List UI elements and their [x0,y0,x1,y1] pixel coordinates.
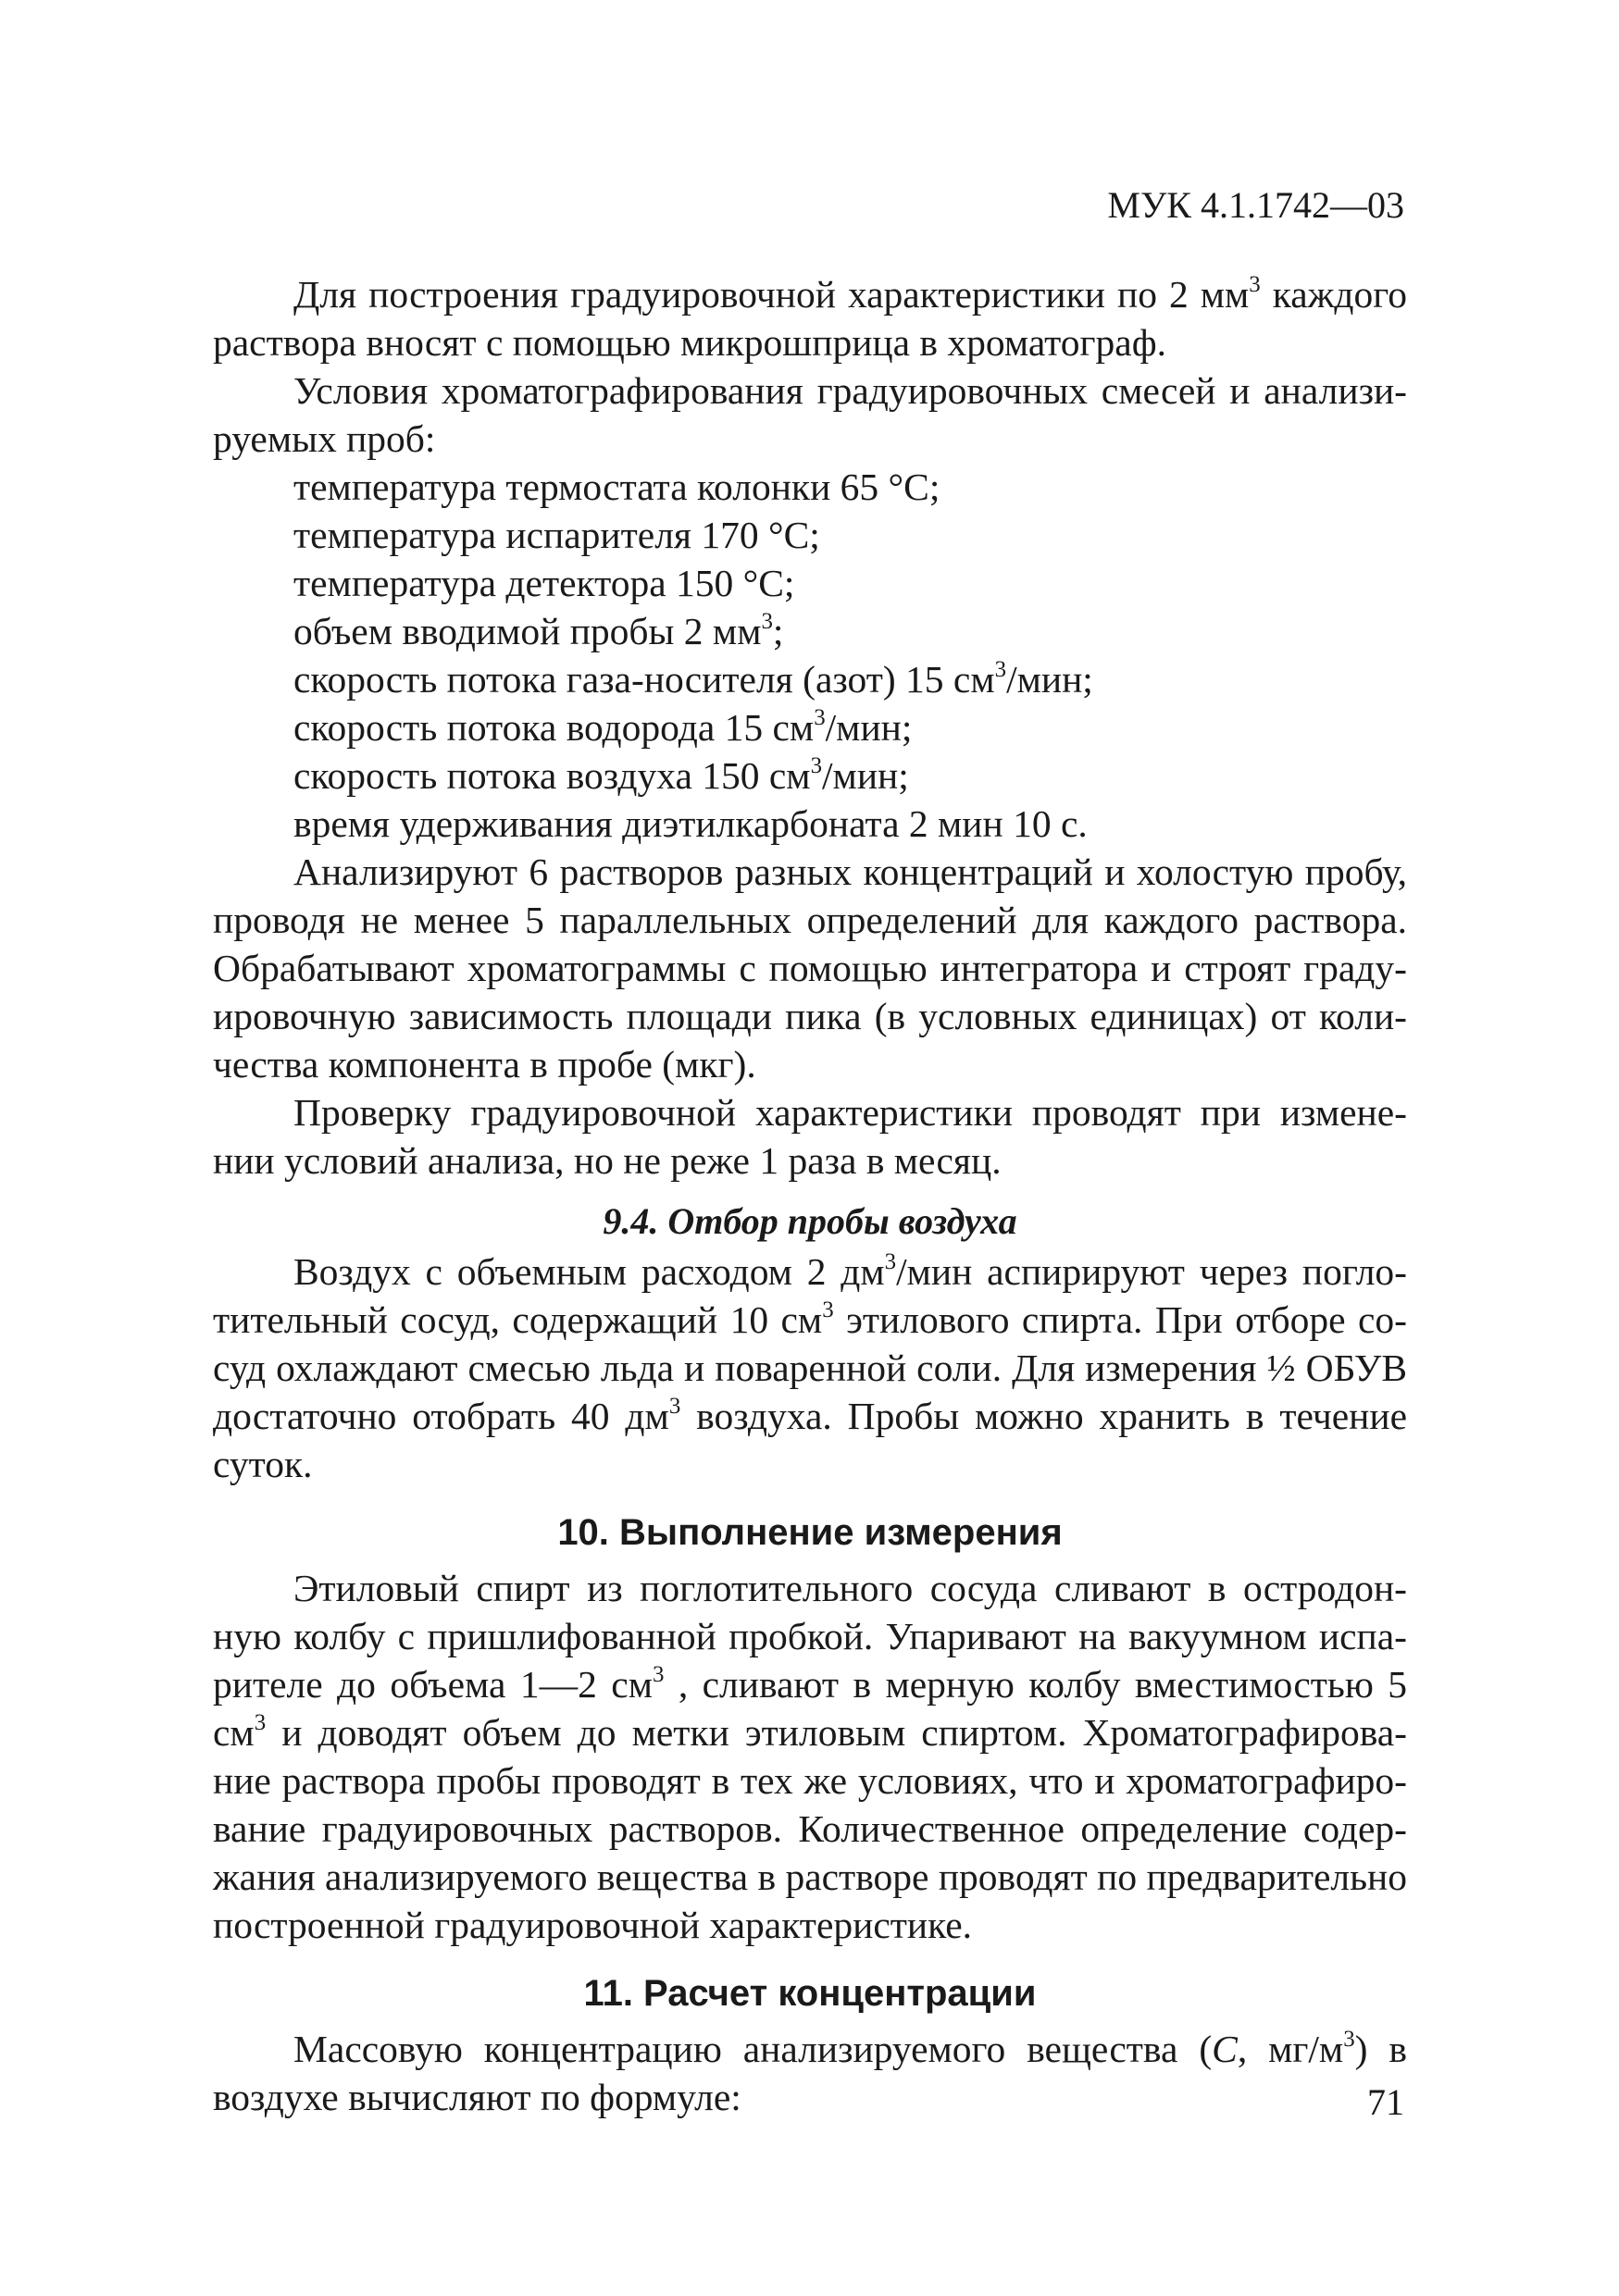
page-content [213,270,1407,2121]
paragraph-conditions-intro: Условия хроматографирования градуировочных смесей и анализи-руемых проб: [213,369,1407,460]
paragraph-measurement: Этиловый спирт из поглотительного сосуда сливают в остродон-ную колбу с пришлифованной пробкой. Упаривают на вакуумном испа-рителе до объема 1—2 $см^3$ , сливают в мерную колбу вместимостью 5 $см^3$ и доводят объем до метки этиловым спиртом. Хроматографирова-ние раствора пробы проводят в тех же условиях, что и хроматографиро-вание градуировочных растворов. Количественное определение содер-жания анализируемого вещества в растворе проводят по предварительно построенной градуировочной характеристике. [213,1567,1407,1946]
paragraph-air-sampling: Воздух с объемным расходом 2 $дм^3$/мин аспирируют через погло-тительный сосуд, содержащий 10 $см^3$ этилового спирта. При отборе со-суд охлаждают смесью льда и поваренной соли. Для измерения ½ ОБУВ достаточно отобрать 40 $дм^3$ воздуха. Пробы можно хранить в течение суток. [213,1248,1408,1485]
page-number: 71 [1367,2081,1404,2123]
condition-item: объем вводимой пробы 2 $мм^3$; [293,608,784,652]
condition-item: температура испарителя 170 °С; [293,514,820,556]
section-title-11: 11. Расчет концентрации [583,1973,1037,2014]
condition-item: скорость потока воздуха 150 $см^3$/мин; [293,752,909,797]
condition-item: время удерживания диэтилкарбоната 2 мин 10 с. [293,802,1088,845]
paragraph-verification: Проверку градуировочной характеристики проводят при измене-нии условий анализа, но не реже 1 раза в месяц. [213,1091,1407,1182]
section-title-10: 10. Выполнение измерения [557,1512,1063,1553]
paragraph-concentration: Массовую концентрацию анализируемого вещества (С, $мг/м^3$) в воздухе вычисляют по формуле: [213,2026,1407,2118]
paragraph-calibration-intro: Для построения градуировочной характеристики по 2 $мм^3$ каждого раствора вносят с помощью микрошприца в хроматограф. [213,271,1407,364]
document-code: МУК 4.1.1742—03 [1107,184,1404,226]
condition-item: температура детектора 150 °С; [293,562,795,604]
condition-item: температура термостата колонки 65 °С; [293,465,940,508]
condition-item: скорость потока газа-носителя (азот) 15 $см^3$/мин; [293,656,1093,701]
condition-item: скорость потока водорода 15 $см^3$/мин; [293,704,913,749]
paragraph-analysis: Анализируют 6 растворов разных концентраций и холостую пробу, проводя не менее 5 параллельных определений для каждого раствора. Обрабатывают хроматограммы с помощью интегратора и строят граду-ировочную зависимость площади пика (в условных единицах) от коли-чества компонента в пробе (мкг). [213,850,1407,1086]
subsection-title-9-4: 9.4. Отбор пробы воздуха [603,1200,1017,1242]
